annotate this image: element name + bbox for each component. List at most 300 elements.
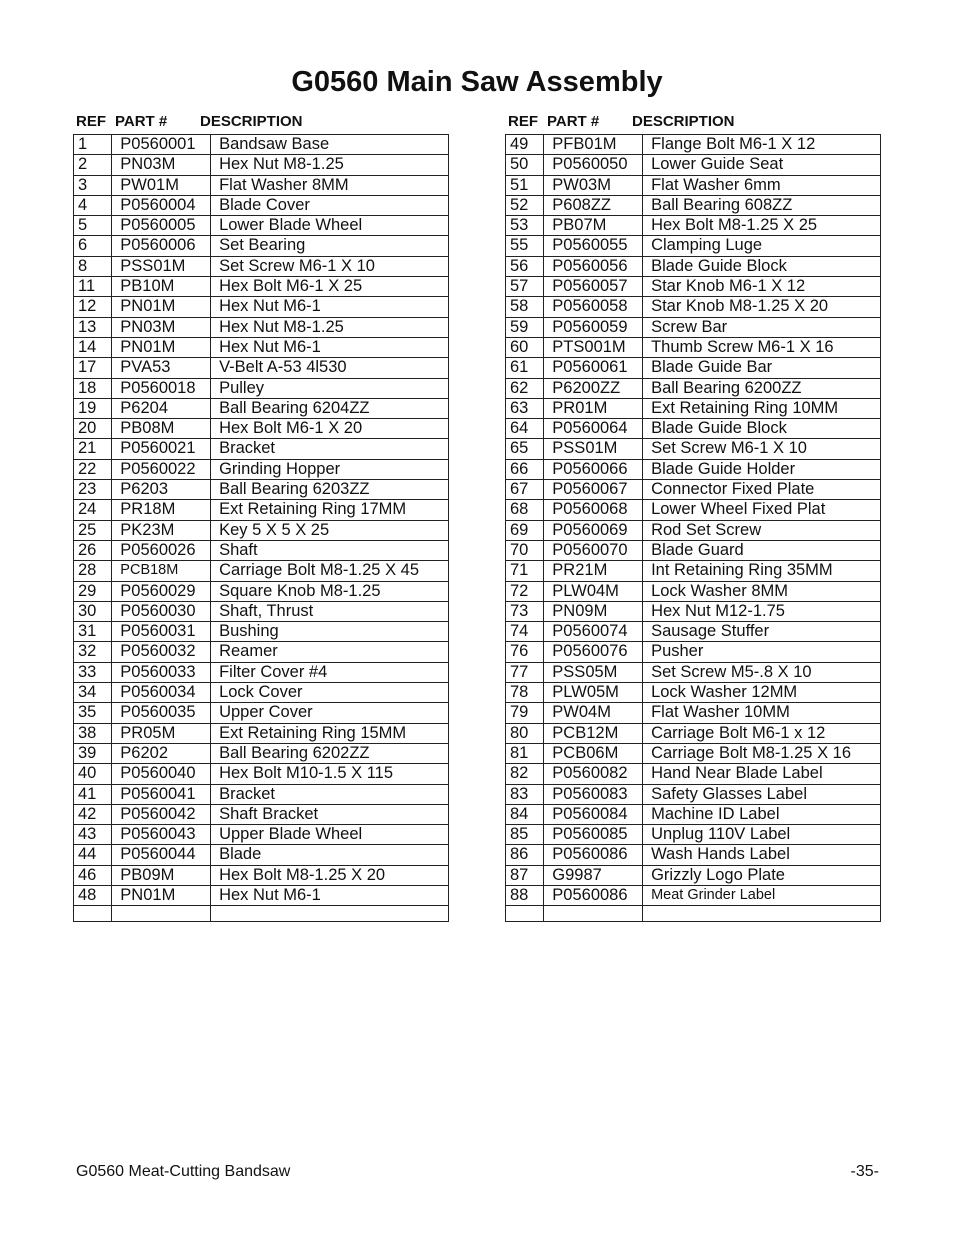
part-number-cell: P0560085 — [544, 825, 643, 845]
ref-cell: 64 — [506, 419, 544, 439]
ref-cell: 33 — [74, 662, 112, 682]
table-row — [74, 500, 449, 520]
ref-cell: 28 — [74, 561, 112, 581]
part-number-cell: PN01M — [112, 297, 211, 317]
ref-cell: 23 — [74, 480, 112, 500]
table-row — [74, 865, 449, 885]
ref-cell: 86 — [506, 845, 544, 865]
ref-cell: 79 — [506, 703, 544, 723]
part-number-cell: P0560074 — [544, 622, 643, 642]
table-row — [506, 804, 881, 824]
ref-cell: 65 — [506, 439, 544, 459]
table-row — [506, 480, 881, 500]
table-row — [506, 216, 881, 236]
part-number-cell: PB08M — [112, 419, 211, 439]
ref-cell: 18 — [74, 378, 112, 398]
description-cell: Ball Bearing 6200ZZ — [643, 378, 881, 398]
description-header: DESCRIPTION — [200, 113, 303, 130]
table-row — [506, 398, 881, 418]
table-row — [74, 236, 449, 256]
table-row — [74, 764, 449, 784]
ref-cell: 62 — [506, 378, 544, 398]
description-cell: Ball Bearing 608ZZ — [643, 195, 881, 215]
part-number-cell: P0560086 — [544, 845, 643, 865]
ref-cell: 38 — [74, 723, 112, 743]
part-number-cell: PW01M — [112, 175, 211, 195]
description-cell: Thumb Screw M6-1 X 16 — [643, 337, 881, 357]
ref-cell: 1 — [74, 135, 112, 155]
ref-cell: 11 — [74, 277, 112, 297]
table-row — [506, 601, 881, 621]
part-number-cell: G9987 — [544, 865, 643, 885]
ref-cell: 52 — [506, 195, 544, 215]
table-row — [506, 764, 881, 784]
description-cell: Lock Washer 12MM — [643, 683, 881, 703]
ref-cell: 12 — [74, 297, 112, 317]
parts-table-left — [73, 134, 449, 922]
part-number-cell: P0560006 — [112, 236, 211, 256]
ref-cell: 17 — [74, 358, 112, 378]
description-cell: Shaft — [211, 540, 449, 560]
table-row — [506, 337, 881, 357]
table-row — [506, 885, 881, 905]
description-cell: Set Screw M6-1 X 10 — [643, 439, 881, 459]
part-number-cell: PLW05M — [544, 683, 643, 703]
part-number-cell: PW04M — [544, 703, 643, 723]
description-cell: Set Bearing — [211, 236, 449, 256]
table-row — [74, 256, 449, 276]
part-number-cell: PR01M — [544, 398, 643, 418]
ref-cell: 59 — [506, 317, 544, 337]
ref-cell: 68 — [506, 500, 544, 520]
part-number-cell: P0560030 — [112, 601, 211, 621]
part-number-cell: PN01M — [112, 885, 211, 905]
table-row — [74, 378, 449, 398]
table-row — [506, 459, 881, 479]
description-cell: Set Screw M6-1 X 10 — [211, 256, 449, 276]
description-cell: Carriage Bolt M8-1.25 X 16 — [643, 743, 881, 763]
description-cell: Safety Glasses Label — [643, 784, 881, 804]
ref-cell: 87 — [506, 865, 544, 885]
ref-cell: 21 — [74, 439, 112, 459]
table-row — [74, 561, 449, 581]
table-row — [74, 419, 449, 439]
part-number-cell: P0560059 — [544, 317, 643, 337]
description-cell: Grizzly Logo Plate — [643, 865, 881, 885]
part-number-cell: P0560022 — [112, 459, 211, 479]
description-cell: Bushing — [211, 622, 449, 642]
ref-cell: 35 — [74, 703, 112, 723]
ref-cell: 55 — [506, 236, 544, 256]
ref-cell: 13 — [74, 317, 112, 337]
description-cell: Star Knob M8-1.25 X 20 — [643, 297, 881, 317]
description-cell: Pusher — [643, 642, 881, 662]
ref-cell: 77 — [506, 662, 544, 682]
table-row — [74, 723, 449, 743]
ref-cell: 6 — [74, 236, 112, 256]
part-number-cell: P0560082 — [544, 764, 643, 784]
ref-cell: 70 — [506, 540, 544, 560]
table-row — [506, 500, 881, 520]
part-number-cell: P0560044 — [112, 845, 211, 865]
ref-cell: 31 — [74, 622, 112, 642]
part-number-cell: PSS05M — [544, 662, 643, 682]
part-number-cell: P0560031 — [112, 622, 211, 642]
table-row — [506, 723, 881, 743]
description-cell: Star Knob M6-1 X 12 — [643, 277, 881, 297]
page-title: G0560 Main Saw Assembly — [291, 66, 663, 98]
part-number-cell: P0560033 — [112, 662, 211, 682]
description-cell: Blade Guard — [643, 540, 881, 560]
ref-cell: 58 — [506, 297, 544, 317]
table-row — [506, 317, 881, 337]
footer-title: G0560 Meat-Cutting Bandsaw — [76, 1163, 291, 1180]
description-cell: Bracket — [211, 439, 449, 459]
part-number-cell: PR21M — [544, 561, 643, 581]
part-number-cell: P6200ZZ — [544, 378, 643, 398]
table-row — [74, 439, 449, 459]
ref-cell: 41 — [74, 784, 112, 804]
part-number-cell: P0560001 — [112, 135, 211, 155]
part-number-cell: PN03M — [112, 317, 211, 337]
ref-cell: 84 — [506, 804, 544, 824]
part-number-cell: P0560070 — [544, 540, 643, 560]
ref-cell: 25 — [74, 520, 112, 540]
part-number-cell: PB07M — [544, 216, 643, 236]
description-cell: Unplug 110V Label — [643, 825, 881, 845]
ref-cell: 30 — [74, 601, 112, 621]
description-cell: Ext Retaining Ring 17MM — [211, 500, 449, 520]
part-number-cell: P0560021 — [112, 439, 211, 459]
description-cell: Hex Bolt M6-1 X 25 — [211, 277, 449, 297]
description-cell: Lower Guide Seat — [643, 155, 881, 175]
table-row — [506, 865, 881, 885]
description-cell: Screw Bar — [643, 317, 881, 337]
part-number-cell: PB10M — [112, 277, 211, 297]
ref-cell: 69 — [506, 520, 544, 540]
table-row — [74, 845, 449, 865]
parts-table-right — [505, 134, 881, 922]
description-cell: Carriage Bolt M6-1 x 12 — [643, 723, 881, 743]
ref-cell: 14 — [74, 337, 112, 357]
description-cell: Clamping Luge — [643, 236, 881, 256]
ref-cell: 49 — [506, 135, 544, 155]
part-number-cell: P0560035 — [112, 703, 211, 723]
table-row — [74, 337, 449, 357]
table-row — [74, 155, 449, 175]
ref-cell: 72 — [506, 581, 544, 601]
part-number-cell: P0560005 — [112, 216, 211, 236]
description-cell: Connector Fixed Plate — [643, 480, 881, 500]
part-number-cell: P0560032 — [112, 642, 211, 662]
description-cell: Hex Bolt M10-1.5 X 115 — [211, 764, 449, 784]
table-row — [74, 804, 449, 824]
part-number-cell: P0560083 — [544, 784, 643, 804]
page-number: -35- — [850, 1163, 879, 1180]
description-cell: Hex Bolt M8-1.25 X 25 — [643, 216, 881, 236]
table-row — [74, 622, 449, 642]
part-number-cell: PSS01M — [112, 256, 211, 276]
ref-cell: 57 — [506, 277, 544, 297]
description-cell: Lower Blade Wheel — [211, 216, 449, 236]
description-header: DESCRIPTION — [632, 113, 735, 130]
table-row — [506, 561, 881, 581]
table-row — [506, 135, 881, 155]
ref-cell: 24 — [74, 500, 112, 520]
part-number-cell: P0560004 — [112, 195, 211, 215]
table-row — [74, 398, 449, 418]
table-row — [506, 743, 881, 763]
description-cell: Ball Bearing 6202ZZ — [211, 743, 449, 763]
description-cell: Ext Retaining Ring 15MM — [211, 723, 449, 743]
description-cell: V-Belt A-53 4l530 — [211, 358, 449, 378]
part-number-cell: P0560029 — [112, 581, 211, 601]
table-row — [506, 439, 881, 459]
part-number-cell: P0560026 — [112, 540, 211, 560]
description-cell: Blade Guide Block — [643, 256, 881, 276]
description-cell: Flange Bolt M6-1 X 12 — [643, 135, 881, 155]
description-cell: Hex Nut M12-1.75 — [643, 601, 881, 621]
ref-cell: 39 — [74, 743, 112, 763]
part-number-cell: P0560084 — [544, 804, 643, 824]
part-number-cell: PN01M — [112, 337, 211, 357]
table-row — [74, 743, 449, 763]
table-row — [506, 540, 881, 560]
ref-cell: 44 — [74, 845, 112, 865]
ref-cell: 88 — [506, 885, 544, 905]
ref-cell: 83 — [506, 784, 544, 804]
ref-cell: 43 — [74, 825, 112, 845]
ref-cell: 74 — [506, 622, 544, 642]
description-cell: Int Retaining Ring 35MM — [643, 561, 881, 581]
ref-cell: 82 — [506, 764, 544, 784]
part-number-cell: P0560043 — [112, 825, 211, 845]
table-row — [74, 825, 449, 845]
part-number-cell: P0560068 — [544, 500, 643, 520]
description-cell: Upper Blade Wheel — [211, 825, 449, 845]
description-cell: Lock Cover — [211, 683, 449, 703]
ref-cell: 50 — [506, 155, 544, 175]
part-number-cell: PR05M — [112, 723, 211, 743]
blank-row — [506, 906, 881, 922]
part-number-cell: P0560034 — [112, 683, 211, 703]
table-row — [506, 683, 881, 703]
table-row — [506, 520, 881, 540]
table-row — [74, 703, 449, 723]
part-number-cell: P0560086 — [544, 885, 643, 905]
ref-header: REF — [76, 113, 106, 130]
ref-cell: 2 — [74, 155, 112, 175]
table-row — [74, 662, 449, 682]
description-cell: Reamer — [211, 642, 449, 662]
part-number-cell: P0560067 — [544, 480, 643, 500]
part-number-cell: P0560018 — [112, 378, 211, 398]
table-row — [74, 520, 449, 540]
description-cell: Ball Bearing 6203ZZ — [211, 480, 449, 500]
part-number-cell: P0560057 — [544, 277, 643, 297]
table-row — [74, 642, 449, 662]
description-cell: Shaft Bracket — [211, 804, 449, 824]
ref-cell: 5 — [74, 216, 112, 236]
description-cell: Hex Bolt M8-1.25 X 20 — [211, 865, 449, 885]
table-row — [506, 825, 881, 845]
ref-cell: 34 — [74, 683, 112, 703]
table-row — [74, 540, 449, 560]
ref-cell: 78 — [506, 683, 544, 703]
ref-cell: 85 — [506, 825, 544, 845]
description-cell: Flat Washer 8MM — [211, 175, 449, 195]
description-cell: Carriage Bolt M8-1.25 X 45 — [211, 561, 449, 581]
part-number-cell: PLW04M — [544, 581, 643, 601]
table-row — [74, 784, 449, 804]
part-number-cell: P0560042 — [112, 804, 211, 824]
table-row — [74, 601, 449, 621]
table-row — [74, 175, 449, 195]
table-row — [74, 135, 449, 155]
part-number-cell: P6204 — [112, 398, 211, 418]
part-header: PART # — [547, 113, 600, 130]
part-number-cell: PCB12M — [544, 723, 643, 743]
description-cell: Key 5 X 5 X 25 — [211, 520, 449, 540]
description-cell: Blade — [211, 845, 449, 865]
table-row — [506, 297, 881, 317]
description-cell: Sausage Stuffer — [643, 622, 881, 642]
description-cell: Hex Nut M6-1 — [211, 885, 449, 905]
part-number-cell: PFB01M — [544, 135, 643, 155]
table-row — [506, 277, 881, 297]
table-row — [506, 378, 881, 398]
description-cell: Upper Cover — [211, 703, 449, 723]
ref-cell: 48 — [74, 885, 112, 905]
description-cell: Hex Nut M6-1 — [211, 337, 449, 357]
part-number-cell: PSS01M — [544, 439, 643, 459]
table-row — [506, 642, 881, 662]
description-cell: Blade Guide Block — [643, 419, 881, 439]
description-cell: Hex Nut M8-1.25 — [211, 317, 449, 337]
blank-row — [74, 906, 449, 922]
table-row — [74, 277, 449, 297]
ref-cell: 22 — [74, 459, 112, 479]
description-cell: Blade Guide Bar — [643, 358, 881, 378]
table-row — [506, 175, 881, 195]
part-number-cell: P0560066 — [544, 459, 643, 479]
part-number-cell: PTS001M — [544, 337, 643, 357]
description-cell: Hex Nut M8-1.25 — [211, 155, 449, 175]
ref-cell: 56 — [506, 256, 544, 276]
ref-cell: 32 — [74, 642, 112, 662]
part-number-cell: PN03M — [112, 155, 211, 175]
part-number-cell: P0560064 — [544, 419, 643, 439]
description-cell: Filter Cover #4 — [211, 662, 449, 682]
part-number-cell: PW03M — [544, 175, 643, 195]
description-cell: Machine ID Label — [643, 804, 881, 824]
description-cell: Bracket — [211, 784, 449, 804]
table-row — [74, 216, 449, 236]
description-cell: Shaft, Thrust — [211, 601, 449, 621]
table-row — [506, 581, 881, 601]
table-row — [74, 480, 449, 500]
ref-cell: 81 — [506, 743, 544, 763]
table-row — [506, 155, 881, 175]
ref-cell: 8 — [74, 256, 112, 276]
table-row — [74, 297, 449, 317]
part-number-cell: P0560061 — [544, 358, 643, 378]
table-row — [506, 784, 881, 804]
part-number-cell: P0560069 — [544, 520, 643, 540]
table-row — [74, 459, 449, 479]
description-cell: Flat Washer 6mm — [643, 175, 881, 195]
ref-cell: 3 — [74, 175, 112, 195]
table-row — [506, 419, 881, 439]
table-row — [74, 195, 449, 215]
part-number-cell: PB09M — [112, 865, 211, 885]
description-cell: Lower Wheel Fixed Plat — [643, 500, 881, 520]
part-number-cell: P0560041 — [112, 784, 211, 804]
description-cell: Pulley — [211, 378, 449, 398]
ref-cell: 53 — [506, 216, 544, 236]
part-number-cell: P0560050 — [544, 155, 643, 175]
part-number-cell: P6202 — [112, 743, 211, 763]
part-number-cell: P608ZZ — [544, 195, 643, 215]
ref-cell: 46 — [74, 865, 112, 885]
part-number-cell: P0560058 — [544, 297, 643, 317]
table-row — [506, 236, 881, 256]
ref-cell: 63 — [506, 398, 544, 418]
table-row — [74, 317, 449, 337]
part-number-cell: PCB18M — [112, 561, 211, 581]
table-row — [74, 358, 449, 378]
ref-cell: 42 — [74, 804, 112, 824]
description-cell: Meat Grinder Label — [643, 885, 881, 905]
ref-cell: 51 — [506, 175, 544, 195]
part-number-cell: P0560040 — [112, 764, 211, 784]
table-row — [74, 581, 449, 601]
part-header: PART # — [115, 113, 168, 130]
description-cell: Grinding Hopper — [211, 459, 449, 479]
part-number-cell: PVA53 — [112, 358, 211, 378]
part-number-cell: P0560055 — [544, 236, 643, 256]
table-row — [506, 358, 881, 378]
ref-cell: 67 — [506, 480, 544, 500]
description-cell: Rod Set Screw — [643, 520, 881, 540]
part-number-cell: P6203 — [112, 480, 211, 500]
ref-cell: 73 — [506, 601, 544, 621]
ref-cell: 26 — [74, 540, 112, 560]
description-cell: Hex Nut M6-1 — [211, 297, 449, 317]
description-cell: Square Knob M8-1.25 — [211, 581, 449, 601]
description-cell: Lock Washer 8MM — [643, 581, 881, 601]
table-row — [506, 622, 881, 642]
table-row — [506, 256, 881, 276]
description-cell: Ext Retaining Ring 10MM — [643, 398, 881, 418]
table-row — [506, 662, 881, 682]
ref-cell: 4 — [74, 195, 112, 215]
table-row — [74, 885, 449, 905]
part-number-cell: PCB06M — [544, 743, 643, 763]
table-row — [506, 845, 881, 865]
description-cell: Wash Hands Label — [643, 845, 881, 865]
ref-cell: 19 — [74, 398, 112, 418]
ref-cell: 66 — [506, 459, 544, 479]
description-cell: Blade Cover — [211, 195, 449, 215]
part-number-cell: PK23M — [112, 520, 211, 540]
description-cell: Hand Near Blade Label — [643, 764, 881, 784]
description-cell: Ball Bearing 6204ZZ — [211, 398, 449, 418]
ref-header: REF — [508, 113, 538, 130]
description-cell: Set Screw M5-.8 X 10 — [643, 662, 881, 682]
table-row — [74, 683, 449, 703]
ref-cell: 29 — [74, 581, 112, 601]
